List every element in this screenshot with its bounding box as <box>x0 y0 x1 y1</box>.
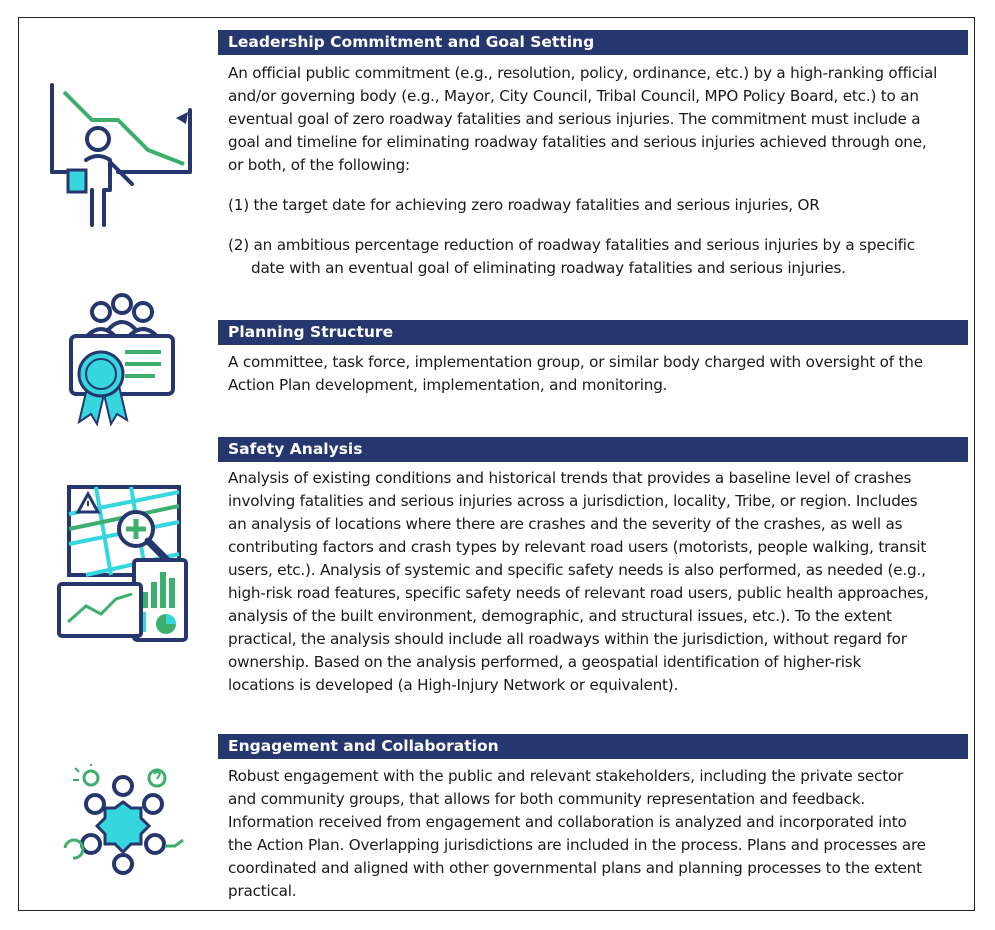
body-line: high-risk road features, specific safety needs of relevant road users, public health approaches, <box>228 584 929 602</box>
list-item-1: (1) the target date for achieving zero roadway fatalities and serious injuries, OR <box>228 196 820 214</box>
body-line: and/or governing body (e.g., Mayor, City Council, Tribal Council, MPO Policy Board, etc.) to an <box>228 87 919 105</box>
list-item-2-continuation: date with an eventual goal of eliminating roadway fatalities and serious injuries. <box>251 259 846 277</box>
body-line: or both, of the following: <box>228 156 410 174</box>
section-body-leadership <box>228 62 968 280</box>
body-line: goal and timeline for eliminating roadway fatalities and serious injuries achieved through one, <box>228 133 927 151</box>
body-line: A committee, task force, implementation group, or similar body charged with oversight of the <box>228 353 923 371</box>
body-line: An official public commitment (e.g., resolution, policy, ordinance, etc.) by a high-ranking official <box>228 64 938 82</box>
body-line: an analysis of locations where there are crashes and the severity of the crashes, as well as <box>228 515 903 533</box>
presenter-chart-icon <box>48 80 198 235</box>
body-line: Action Plan development, implementation, and monitoring. <box>228 376 668 394</box>
section-header-safety: Safety Analysis <box>218 437 968 462</box>
section-header-leadership: Leadership Commitment and Goal Setting <box>218 30 968 55</box>
body-line: and community groups, that allows for both community representation and feedback. <box>228 790 865 808</box>
section-header-planning: Planning Structure <box>218 320 968 345</box>
body-line: the Action Plan. Overlapping jurisdictions are included in the process. Plans and processes are <box>228 836 926 854</box>
section-body-engagement <box>228 765 968 903</box>
committee-certificate-icon <box>65 292 180 427</box>
body-line: practical. <box>228 882 297 900</box>
body-line: analysis of the built environment, demographic, and structural issues, etc.). To the extent <box>228 607 892 625</box>
body-line: Robust engagement with the public and relevant stakeholders, including the private sector <box>228 767 904 785</box>
body-line: contributing factors and crash types by relevant road users (motorists, people walking, transit <box>228 538 927 556</box>
map-analysis-icon <box>56 484 191 644</box>
body-line: Information received from engagement and collaboration is analyzed and incorporated into <box>228 813 907 831</box>
list-item-2: (2) an ambitious percentage reduction of roadway fatalities and serious injuries by a specific <box>228 236 915 254</box>
section-header-engagement: Engagement and Collaboration <box>218 734 968 759</box>
body-line: eventual goal of zero roadway fatalities and serious injuries. The commitment must include a <box>228 110 921 128</box>
body-line: ownership. Based on the analysis performed, a geospatial identification of higher-risk <box>228 653 862 671</box>
body-line: practical, the analysis should include all roadways within the jurisdiction, without regard for <box>228 630 907 648</box>
body-line: coordinated and aligned with other governmental plans and planning processes to the extent <box>228 859 922 877</box>
body-line: locations is developed (a High-Injury Network or equivalent). <box>228 676 679 694</box>
section-body-planning <box>228 351 968 397</box>
body-line: Analysis of existing conditions and historical trends that provides a baseline level of crashes <box>228 469 912 487</box>
body-line: involving fatalities and serious injuries across a jurisdiction, locality, Tribe, or region. Includes <box>228 492 918 510</box>
collaboration-table-icon <box>55 764 195 879</box>
section-body-safety <box>228 467 968 697</box>
body-line: users, etc.). Analysis of systemic and specific safety needs is also performed, as needed (e.g., <box>228 561 926 579</box>
